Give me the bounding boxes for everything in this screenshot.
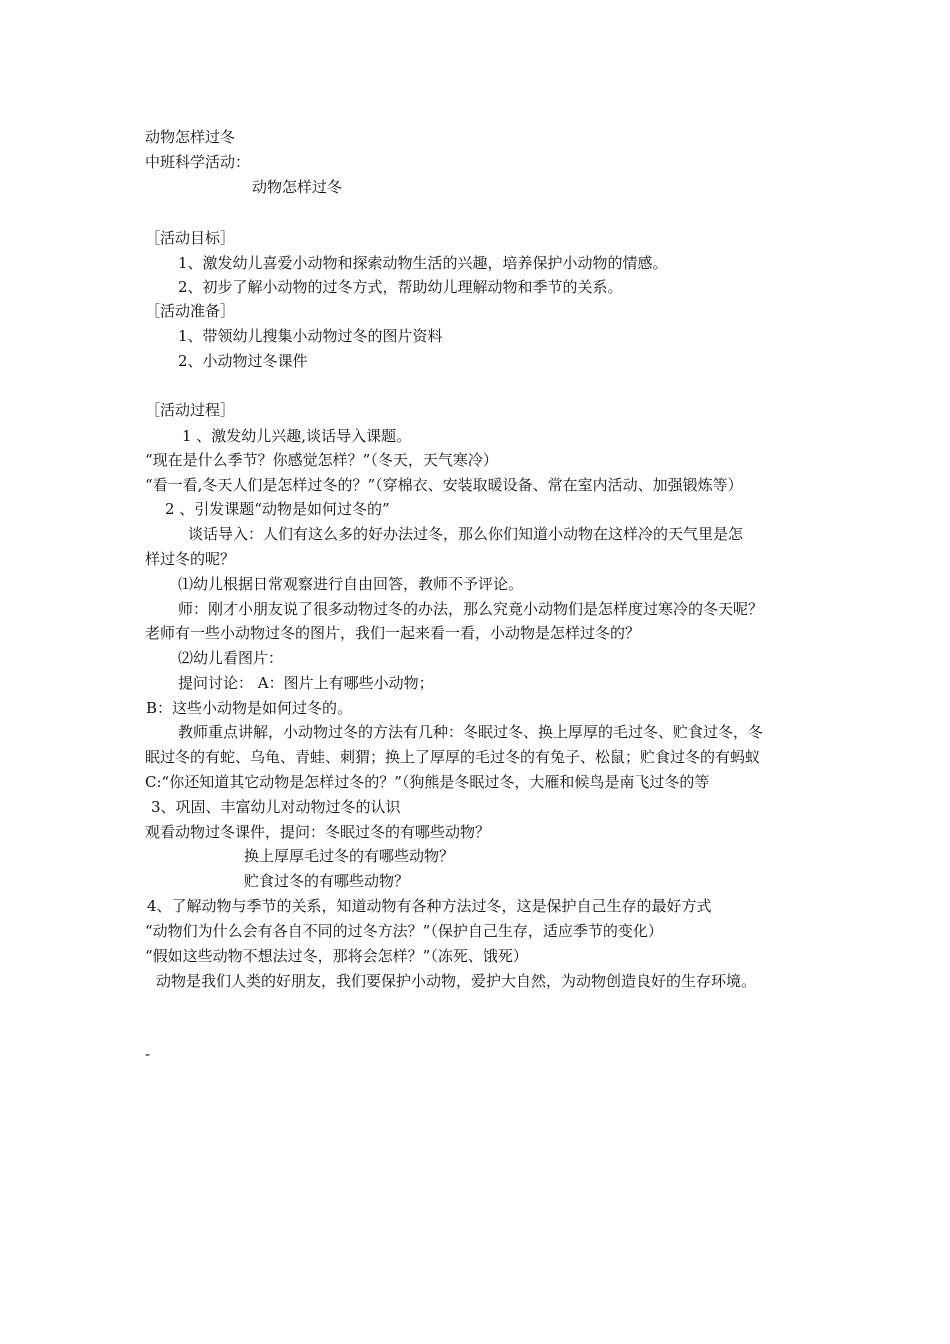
process-text: ⑵幼儿看图片： (178, 649, 284, 667)
process-text: 贮食过冬的有哪些动物？ (244, 872, 410, 890)
process-step: 2 、引发课题“动物是如何过冬的” (165, 500, 390, 518)
document-title: 动物怎样过冬 (145, 128, 236, 146)
section-heading-preparation: ［活动准备］ (145, 302, 236, 320)
process-text: 提问讨论： A：图片上有哪些小动物； (178, 674, 434, 692)
process-text: 老师有一些小动物过冬的图片，我们一起来看一看，小动物是怎样过冬的？ (145, 624, 641, 642)
preparation-item: 1、带领幼儿搜集小动物过冬的图片资料 (178, 327, 443, 345)
process-text: “看一看,冬天人们是怎样过冬的？”（穿棉衣、安装取暖设备、常在室内活动、加强锻炼等） (145, 476, 743, 494)
preparation-item: 2、小动物过冬课件 (178, 352, 308, 370)
process-text: “假如这些动物不想法过冬，那将会怎样？”（冻死、饿死） (145, 947, 528, 965)
process-text: 教师重点讲解，小动物过冬的方法有几种：冬眠过冬、换上厚厚的毛过冬、贮食过冬，冬 (178, 723, 764, 741)
page-marker: - (145, 1045, 151, 1063)
activity-title: 动物怎样过冬 (252, 178, 343, 196)
process-text: 谈话导入：人们有这么多的好办法过冬，那么你们知道小动物在这样冷的天气里是怎 (188, 525, 744, 543)
section-heading-process: ［活动过程］ (145, 401, 236, 419)
closing-text: 动物是我们人类的好朋友，我们要保护小动物，爱护大自然，为动物创造良好的生存环境。 (156, 972, 757, 990)
process-step: 4、了解动物与季节的关系，知道动物有各种方法过冬，这是保护自己生存的最好方式 (147, 897, 712, 915)
process-text: 师：刚才小朋友说了很多动物过冬的办法，那么究竟小动物们是怎样度过寒冷的冬天呢？ (178, 600, 764, 618)
process-text: ⑴幼儿根据日常观察进行自由回答，教师不予评论。 (178, 575, 524, 593)
class-subtitle: 中班科学活动： (145, 153, 251, 171)
process-text: C:“你还知道其它动物是怎样过冬的？”（狗熊是冬眠过冬，大雁和候鸟是南飞过冬的等 (145, 773, 710, 791)
goal-item: 1、激发幼儿喜爱小动物和探索动物生活的兴趣，培养保护小动物的情感。 (178, 254, 668, 272)
process-text: 换上厚厚毛过冬的有哪些动物？ (244, 847, 455, 865)
process-text: B：这些小动物是如何过冬的。 (146, 699, 353, 717)
process-text: 观看动物过冬课件，提问：冬眠过冬的有哪些动物？ (145, 823, 491, 841)
process-text: “动物们为什么会有各自不同的过冬方法？”（保护自己生存，适应季节的变化） (145, 922, 663, 940)
process-text: 样过冬的呢？ (145, 550, 236, 568)
section-heading-goals: ［活动目标］ (145, 229, 236, 247)
process-step: 3、巩固、丰富幼儿对动物过冬的认识 (151, 798, 401, 816)
process-step: 1 、激发幼儿兴趣,谈话导入课题。 (182, 427, 412, 445)
process-text: “现在是什么季节？你感觉怎样？”（冬天，天气寒冷） (145, 451, 498, 469)
process-text: 眠过冬的有蛇、乌龟、青蛙、刺猬；换上了厚厚的毛过冬的有兔子、松鼠；贮食过冬的有蚂蚁 (145, 748, 761, 766)
goal-item: 2、初步了解小动物的过冬方式，帮助幼儿理解动物和季节的关系。 (178, 278, 623, 296)
